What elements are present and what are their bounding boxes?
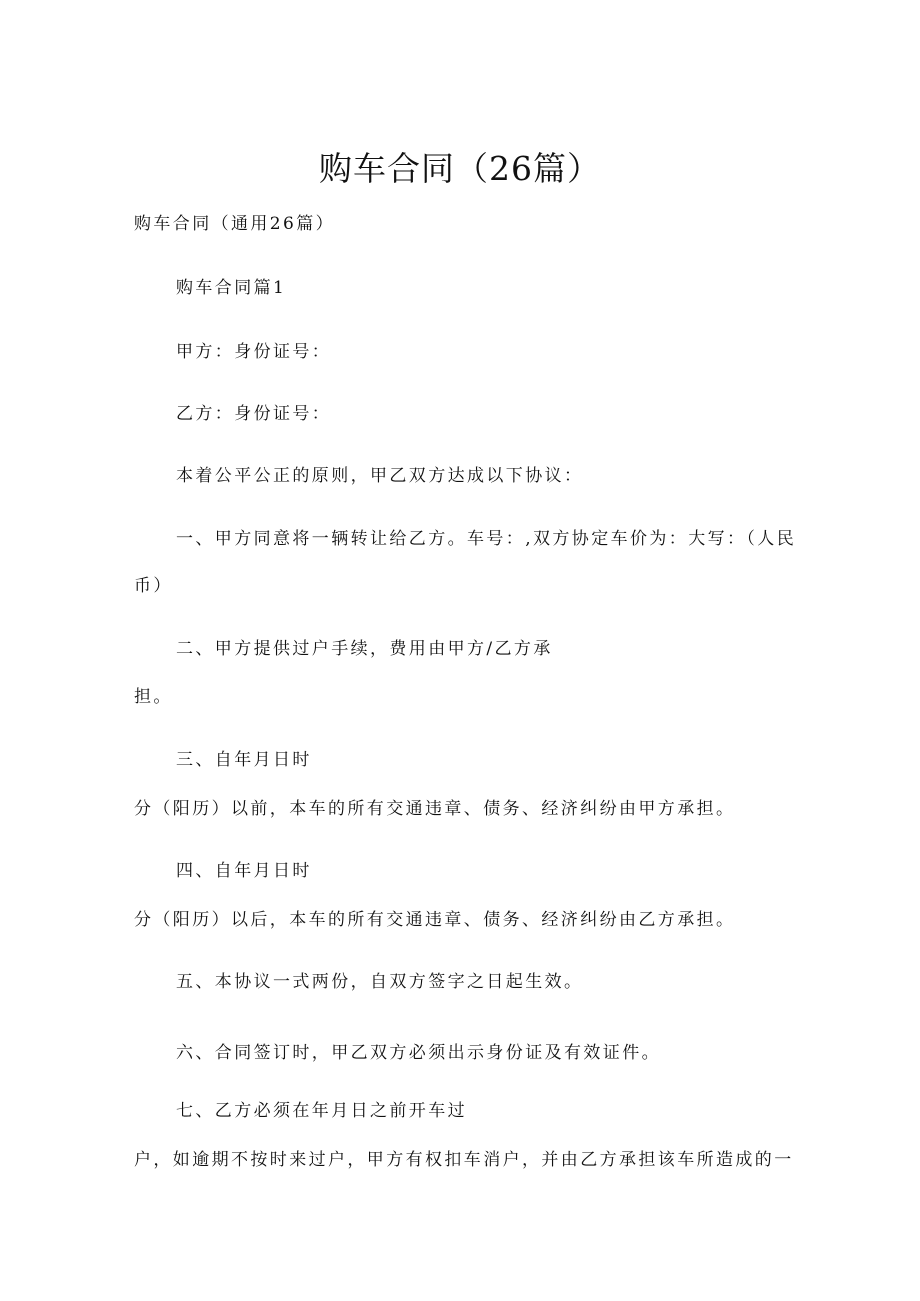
clause-7-line-2: 户，如逾期不按时来过户，甲方有权扣车消户，并由乙方承担该车所造成的一: [134, 1150, 794, 1170]
clause-6-paragraph: 六、合同签订时，甲乙双方必须出示身份证及有效证件。: [176, 1043, 661, 1063]
clause-1-line-2: 币）: [134, 576, 173, 596]
preamble-paragraph: 本着公平公正的原则，甲乙双方达成以下协议：: [176, 466, 584, 486]
clause-3-line-2: 分（阳历）以前，本车的所有交通违章、债务、经济纠纷由甲方承担。: [134, 799, 736, 819]
clause-2-line-1: 二、甲方提供过户手续，费用由甲方/乙方承: [176, 639, 553, 659]
clause-1-line-1: 一、甲方同意将一辆转让给乙方。车号：,双方协定车价为：大写：（人民: [176, 529, 797, 549]
clause-4-line-1: 四、自年月日时: [176, 861, 312, 881]
clause-5-paragraph: 五、本协议一式两份，自双方签字之日起生效。: [176, 972, 584, 992]
clause-2-line-2: 担。: [134, 687, 173, 707]
party-a-line: 甲方：身份证号：: [176, 342, 332, 362]
clause-4-line-2: 分（阳历）以后，本车的所有交通违章、债务、经济纠纷由乙方承担。: [134, 910, 736, 930]
page-title: 购车合同（26篇）: [319, 149, 601, 188]
document-subtitle: 购车合同（通用26篇）: [134, 214, 336, 234]
clause-7-line-1: 七、乙方必须在年月日之前开车过: [176, 1101, 467, 1121]
clause-3-line-1: 三、自年月日时: [176, 750, 312, 770]
section-heading: 购车合同篇1: [176, 278, 287, 298]
party-b-line: 乙方：身份证号：: [176, 404, 332, 424]
